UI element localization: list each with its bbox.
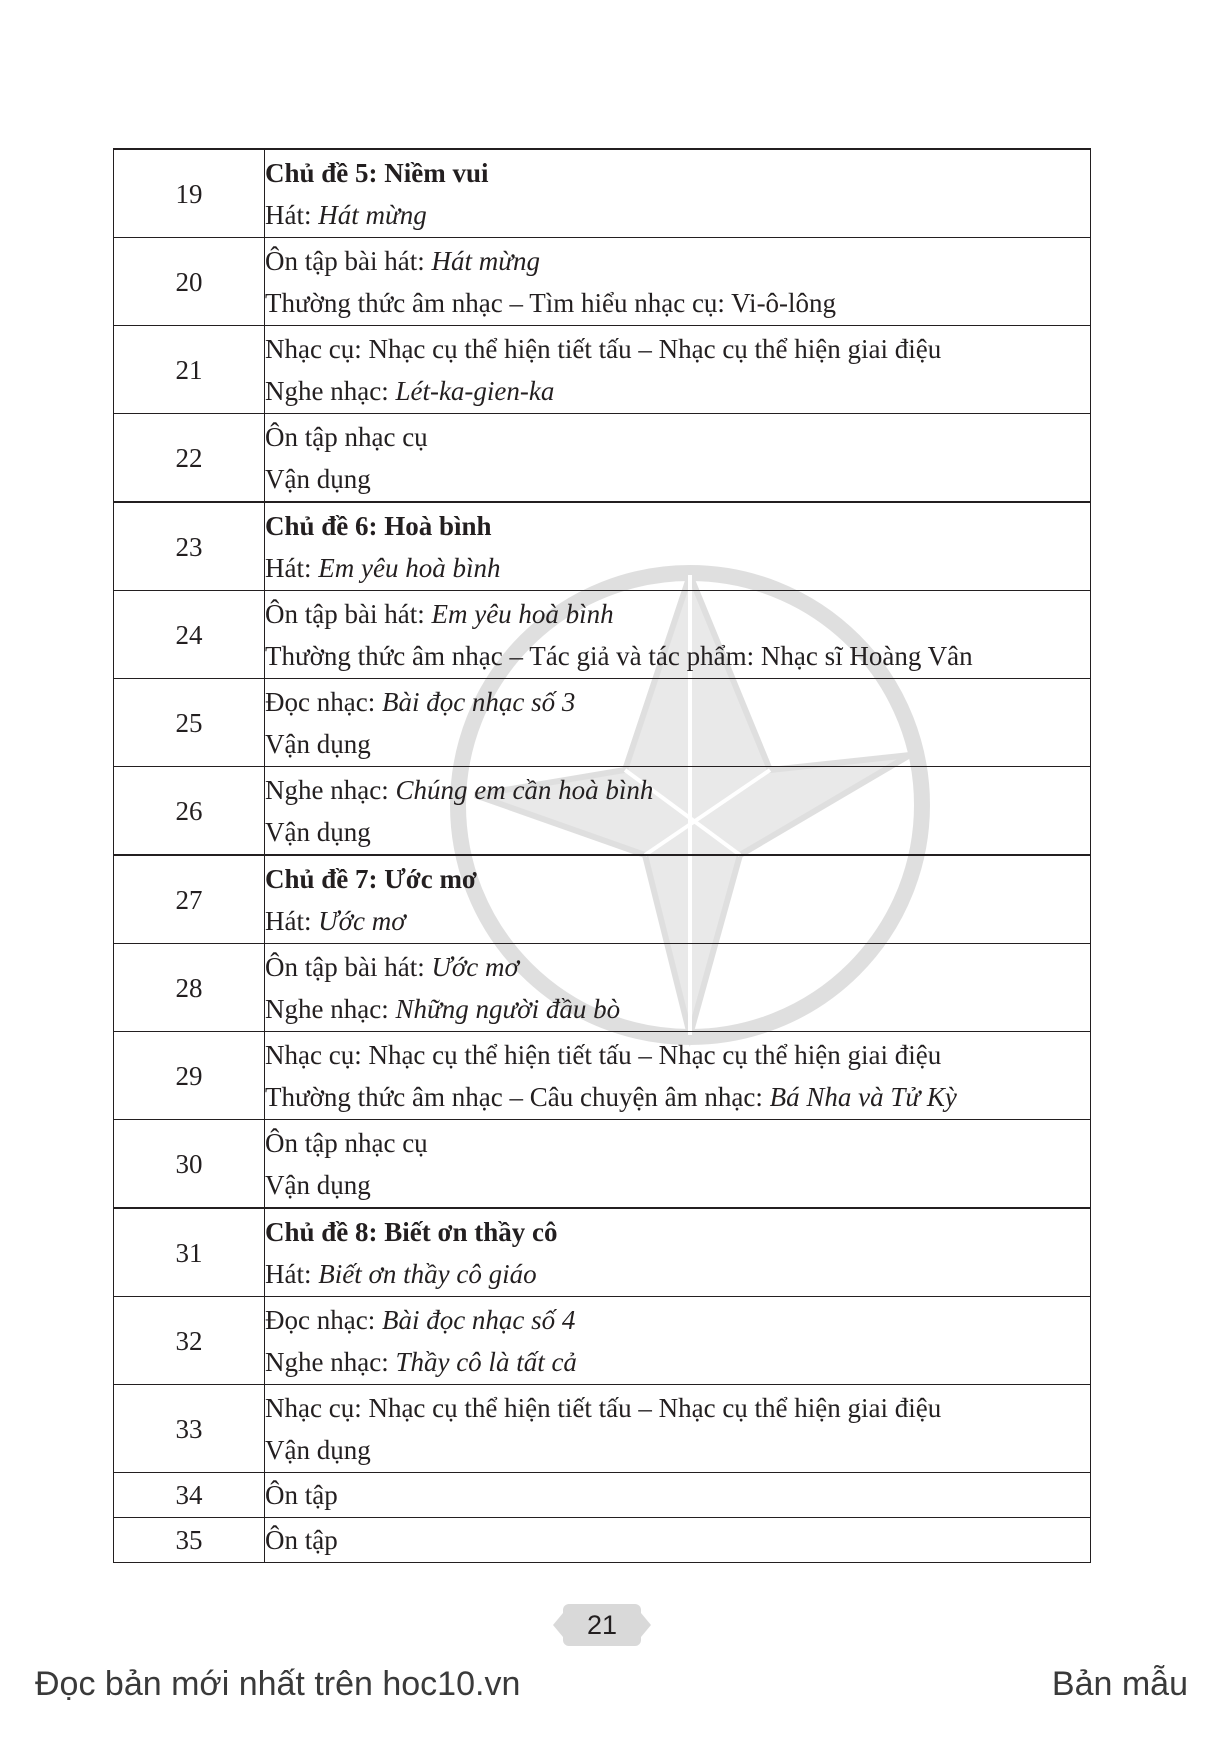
lesson-content-cell: [265, 679, 1091, 767]
lesson-content-cell: [265, 1032, 1091, 1120]
content-line: [265, 328, 1090, 370]
lesson-number-cell: 20: [114, 238, 265, 326]
content-line: [265, 858, 1090, 900]
table-row: [114, 1032, 1091, 1120]
lesson-number-cell: 24: [114, 591, 265, 679]
content-line: [265, 152, 1090, 194]
content-text: Hát:: [265, 552, 319, 583]
content-line: [265, 1211, 1090, 1253]
song-title: Em yêu hoà bình: [318, 552, 501, 583]
lesson-number-cell: 32: [114, 1297, 265, 1385]
content-line: [265, 282, 1090, 324]
content-line: [265, 1076, 1090, 1118]
song-title: Hát mừng: [431, 245, 540, 276]
content-line: [265, 900, 1090, 942]
content-text: Thường thức âm nhạc – Tác giả và tác phẩm: Nhạc sĩ Hoàng Vân: [265, 640, 973, 671]
topic-title: Chủ đề 5: Niềm vui: [265, 157, 489, 188]
table-row: [114, 1297, 1091, 1385]
content-text: Ôn tập nhạc cụ: [265, 421, 428, 452]
song-title: Lét-ka-gien-ka: [395, 375, 555, 406]
lesson-content-cell: [265, 149, 1091, 238]
lesson-content-cell: [265, 1297, 1091, 1385]
lesson-number-cell: 34: [114, 1473, 265, 1518]
page-number: 21: [563, 1604, 641, 1646]
content-text: Ôn tập bài hát:: [265, 951, 432, 982]
content-text: Vận dụng: [265, 1434, 371, 1465]
content-text: Thường thức âm nhạc – Câu chuyện âm nhạc:: [265, 1081, 770, 1112]
lesson-content-cell: [265, 855, 1091, 944]
content-line: [265, 1164, 1090, 1206]
content-line: [265, 1034, 1090, 1076]
content-text: Vận dụng: [265, 463, 371, 494]
content-line: [265, 723, 1090, 765]
table-row: [114, 1120, 1091, 1209]
lesson-number-cell: 23: [114, 502, 265, 591]
lesson-content-cell: [265, 1120, 1091, 1209]
content-text: Nghe nhạc:: [265, 993, 396, 1024]
content-text: Nghe nhạc:: [265, 1346, 396, 1377]
song-title: Ước mơ: [318, 905, 406, 936]
lesson-schedule-table: [113, 148, 1091, 1563]
lesson-content-cell: [265, 767, 1091, 856]
content-line: [265, 505, 1090, 547]
content-line: [265, 635, 1090, 677]
content-line: [265, 240, 1090, 282]
song-title: Chúng em cần hoà bình: [395, 774, 654, 805]
lesson-content-cell: [265, 1208, 1091, 1297]
lesson-number-cell: 29: [114, 1032, 265, 1120]
table-row: [114, 1518, 1091, 1563]
content-text: Nhạc cụ: Nhạc cụ thể hiện tiết tấu – Nhạc cụ thể hiện giai điệu: [265, 1392, 942, 1423]
content-line: [265, 988, 1090, 1030]
lesson-number-cell: 33: [114, 1385, 265, 1473]
topic-title: Chủ đề 6: Hoà bình: [265, 510, 492, 541]
song-title: Bài đọc nhạc số 3: [381, 686, 576, 717]
lesson-number-cell: 28: [114, 944, 265, 1032]
content-text: Ôn tập bài hát:: [265, 245, 432, 276]
table-row: [114, 326, 1091, 414]
table-row: [114, 414, 1091, 503]
lesson-content-cell: [265, 238, 1091, 326]
song-title: Hát mừng: [318, 199, 427, 230]
lesson-content-cell: [265, 944, 1091, 1032]
table-row: [114, 591, 1091, 679]
table-row: [114, 1208, 1091, 1297]
content-line: [265, 1519, 1090, 1561]
table-row: [114, 855, 1091, 944]
content-text: Nhạc cụ: Nhạc cụ thể hiện tiết tấu – Nhạc cụ thể hiện giai điệu: [265, 1039, 942, 1070]
lesson-content-cell: [265, 414, 1091, 503]
content-line: [265, 194, 1090, 236]
table-row: [114, 149, 1091, 238]
song-title: Bá Nha và Tử Kỳ: [769, 1081, 957, 1112]
content-text: Thường thức âm nhạc – Tìm hiểu nhạc cụ: Vi-ô-lông: [265, 287, 837, 318]
lesson-number-cell: 21: [114, 326, 265, 414]
song-title: Thầy cô là tất cả: [395, 1346, 577, 1377]
content-line: [265, 946, 1090, 988]
lesson-number-cell: 30: [114, 1120, 265, 1209]
content-line: [265, 1429, 1090, 1471]
lesson-number-cell: 22: [114, 414, 265, 503]
table-row: [114, 944, 1091, 1032]
topic-title: Chủ đề 8: Biết ơn thầy cô: [265, 1216, 558, 1247]
table-row: [114, 238, 1091, 326]
lesson-content-cell: [265, 502, 1091, 591]
content-text: Nghe nhạc:: [265, 375, 396, 406]
content-line: [265, 1253, 1090, 1295]
table-row: [114, 767, 1091, 856]
content-text: Nhạc cụ: Nhạc cụ thể hiện tiết tấu – Nhạc cụ thể hiện giai điệu: [265, 333, 942, 364]
content-text: Nghe nhạc:: [265, 774, 396, 805]
lesson-number-cell: 25: [114, 679, 265, 767]
lesson-number-cell: 27: [114, 855, 265, 944]
song-title: Ước mơ: [431, 951, 519, 982]
content-text: Đọc nhạc:: [265, 1304, 382, 1335]
song-title: Những người đầu bò: [395, 993, 621, 1024]
content-line: [265, 458, 1090, 500]
lesson-content-cell: [265, 326, 1091, 414]
table-row: [114, 1385, 1091, 1473]
content-line: [265, 811, 1090, 853]
content-text: Ôn tập: [265, 1480, 338, 1510]
content-line: [265, 370, 1090, 412]
lesson-content-cell: [265, 1518, 1091, 1563]
song-title: Biết ơn thầy cô giáo: [318, 1258, 537, 1289]
content-line: [265, 593, 1090, 635]
content-line: [265, 1341, 1090, 1383]
content-line: [265, 547, 1090, 589]
content-text: Đọc nhạc:: [265, 686, 382, 717]
footer-source-link: Đọc bản mới nhất trên hoc10.vn: [35, 1665, 521, 1703]
content-text: Ôn tập: [265, 1525, 338, 1555]
table-row: [114, 1473, 1091, 1518]
lesson-number-cell: 19: [114, 149, 265, 238]
content-line: [265, 1299, 1090, 1341]
song-title: Em yêu hoà bình: [431, 598, 614, 629]
topic-title: Chủ đề 7: Ước mơ: [265, 863, 477, 894]
content-text: Vận dụng: [265, 1169, 371, 1200]
lesson-number-cell: 26: [114, 767, 265, 856]
content-line: [265, 416, 1090, 458]
content-line: [265, 1122, 1090, 1164]
lesson-number-cell: 35: [114, 1518, 265, 1563]
content-text: Ôn tập bài hát:: [265, 598, 432, 629]
content-text: Hát:: [265, 1258, 319, 1289]
content-text: Vận dụng: [265, 816, 371, 847]
content-line: [265, 769, 1090, 811]
content-text: Vận dụng: [265, 728, 371, 759]
footer-sample-label: Bản mẫu: [1051, 1665, 1188, 1703]
content-text: Hát:: [265, 199, 319, 230]
lesson-content-cell: [265, 591, 1091, 679]
lesson-content-cell: [265, 1473, 1091, 1518]
lesson-content-cell: [265, 1385, 1091, 1473]
content-text: Hát:: [265, 905, 319, 936]
table-row: [114, 679, 1091, 767]
lesson-number-cell: 31: [114, 1208, 265, 1297]
content-line: [265, 681, 1090, 723]
content-text: Ôn tập nhạc cụ: [265, 1127, 428, 1158]
content-line: [265, 1474, 1090, 1516]
content-line: [265, 1387, 1090, 1429]
table-row: [114, 502, 1091, 591]
song-title: Bài đọc nhạc số 4: [381, 1304, 576, 1335]
